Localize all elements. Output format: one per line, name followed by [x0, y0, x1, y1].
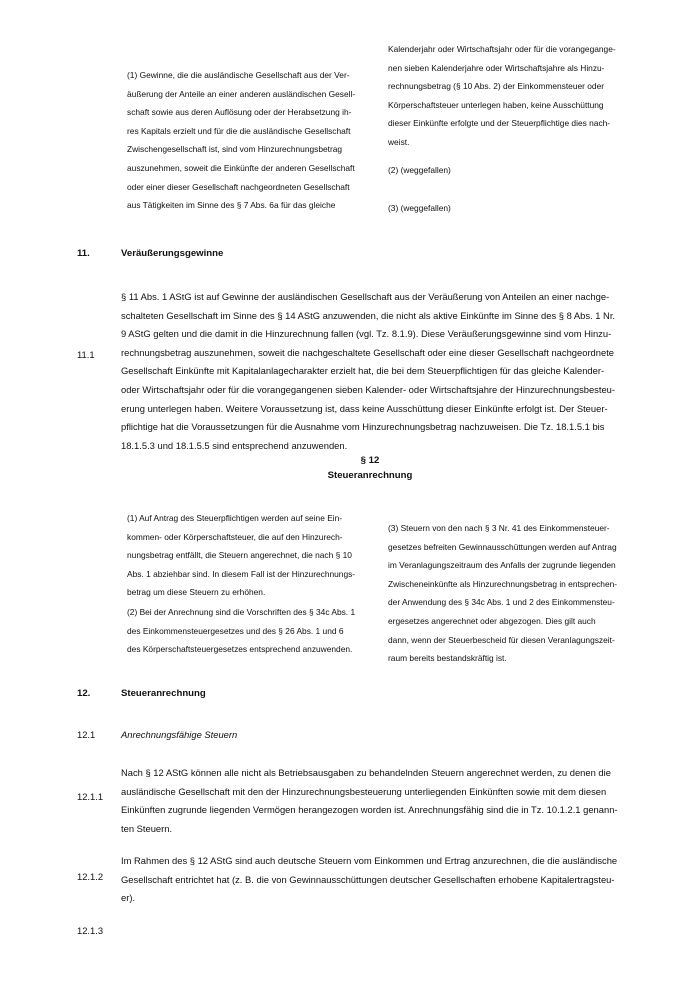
law-title-heading: Steueranrechnung	[327, 470, 413, 481]
law-text-left-column: (1) Gewinne, die die ausländische Gesellschaft aus der Ver- äußerung der Anteile an einer anderen ausländischen Gesell- schaft sowie aus deren Auflösung oder der Herabsetzung ih- res Kapitals erzielt und für die die ausländische Gesellschaft Zwischengesellschaft ist, sind vom Hinzurechnungsbetrag auszunehmen, soweit die Einkünfte der anderen Gesellschaft oder einer dieser Gesellschaft nachgeordneten Gesellschaft aus Tätigkeiten im Sinne des § 7 Abs. 6a für das gleiche	[127, 70, 356, 211]
paragraph-text: Im Rahmen des § 12 AStG sind auch deutsche Steuern vom Einkommen und Ertrag anzurechnen, die die ausländische Gesellschaft entrichtet hat (z. B. die von Gewinnausschüttungen deutscher Gesellschaften erhobene Kapitalertragsteu- er).	[121, 855, 618, 904]
section-title: Steueranrechnung	[121, 688, 206, 699]
paragraph-number: 12.1.3	[77, 925, 104, 936]
law-paragraph-3: (3) (weggefallen)	[388, 203, 451, 213]
law-text-right-column: Kalenderjahr oder Wirtschaftsjahr oder für die vorangegange- nen sieben Kalenderjahre oder Wirtschaftsjahre als Hinzu- rechnungsbetrag (§ 10 Abs. 2) der Einkommensteuer oder Körperschaftsteuer unterlegen haben, keine Ausschüttung dieser Einkünfte erfolgte und der Steuerpflichtige dies nach- weist.	[388, 44, 616, 147]
subsection-number: 12.1	[77, 729, 96, 740]
section-number: 11.	[77, 248, 90, 259]
law-paragraph-1: (1) Auf Antrag des Steuerpflichtigen werden auf seine Ein- kommen- oder Körperschaftsteuer, die auf den Hinzurech- nungsbetrag entfällt, die Steuern angerechnet, die nach § 10 Abs. 1 abziehbar sind. In diesem Fall ist der Hinzurechnungs- betrag um diese Steuern zu erhöhen.	[127, 513, 356, 598]
paragraph-text: Nach § 12 AStG können alle nicht als Betriebsausgaben zu behandelnden Steuern angerechnet werden, zu denen die ausländische Gesellschaft mit den der Hinzurechnungsbesteuerung unterliegenden Einkünften sowie mit dem diesen Einkünften zugrunde liegenden Vermögen herangezogen worden ist. Anrechnungsfähig sind die in Tz. 10.1.2.1 genann- ten Steuern.	[121, 767, 618, 834]
law-paragraph-heading: § 12	[360, 455, 380, 466]
paragraph-number: 11.1	[77, 349, 95, 360]
law-paragraph-2: (2) (weggefallen)	[388, 165, 451, 175]
section-number: 12.	[77, 688, 91, 699]
paragraph-number: 12.1.2	[77, 871, 104, 882]
section-title: Veräußerungsgewinne	[121, 248, 224, 259]
paragraph-number: 12.1.1	[77, 791, 104, 802]
paragraph-text: § 11 Abs. 1 AStG ist auf Gewinne der ausländischen Gesellschaft aus der Veräußerung von Anteilen an einer nachge- schalteten Gesellschaft im Sinne des § 14 AStG anzuwenden, die nicht als aktive Einkünfte im Sinne des § 8 Abs. 1 Nr. 9 AStG gelten und die damit in die Hinzurechnung fallen (vgl. Tz. 8.1.9). Diese Veräußerungsgewinne sind vom Hinzu- rechnungsbetrag auszunehmen, soweit die nachgeschaltete Gesellschaft oder eine dieser Gesellschaft nachgeordnete Gesellschaft Einkünfte mit Kapitalanlagecharakter erzielt hat, die bei dem Steuerpflichtigen für das gleiche Kalender- oder Wirtschaftsjahr oder für die vorangegangenen sieben Kalender- oder Wirtschaftsjahre der Hinzurechnungsbesteu- erung unterlegen haben. Weitere Voraussetzung ist, dass keine Ausschüttung dieser Einkünfte erfolgt ist. Der Steuer- pflichtige hat die Voraussetzungen für die Ausnahme vom Hinzurechnungsbetrag nachzuweisen. Die Tz. 18.1.5.1 bis 18.1.5.3 und 18.1.5.5 sind entsprechend anzuwenden.	[121, 291, 616, 451]
law-paragraph-3: (3) Steuern von den nach § 3 Nr. 41 des Einkommensteuer- gesetzes befreiten Gewinnausschüttungen werden auf Antrag im Veranlagungszeitraum des Anfalls der zugrunde liegenden Zwischeneinkünfte als Hinzurechnungsbetrag in entsprechen- der Anwendung des § 34c Abs. 1 und 2 des Einkommensteu- ergesetzes angerechnet oder abgezogen. Dies gilt auch dann, wenn der Steuerbescheid für diesen Veranlagungszeit- raum bereits bestandskräftig ist.	[388, 523, 618, 664]
subsection-title: Anrechnungsfähige Steuern	[121, 729, 238, 740]
law-paragraph-2: (2) Bei der Anrechnung sind die Vorschriften des § 34c Abs. 1 des Einkommensteuergesetzes und des § 26 Abs. 1 und 6 des Körperschaftsteuergesetzes entsprechend anzuwenden.	[127, 607, 356, 655]
